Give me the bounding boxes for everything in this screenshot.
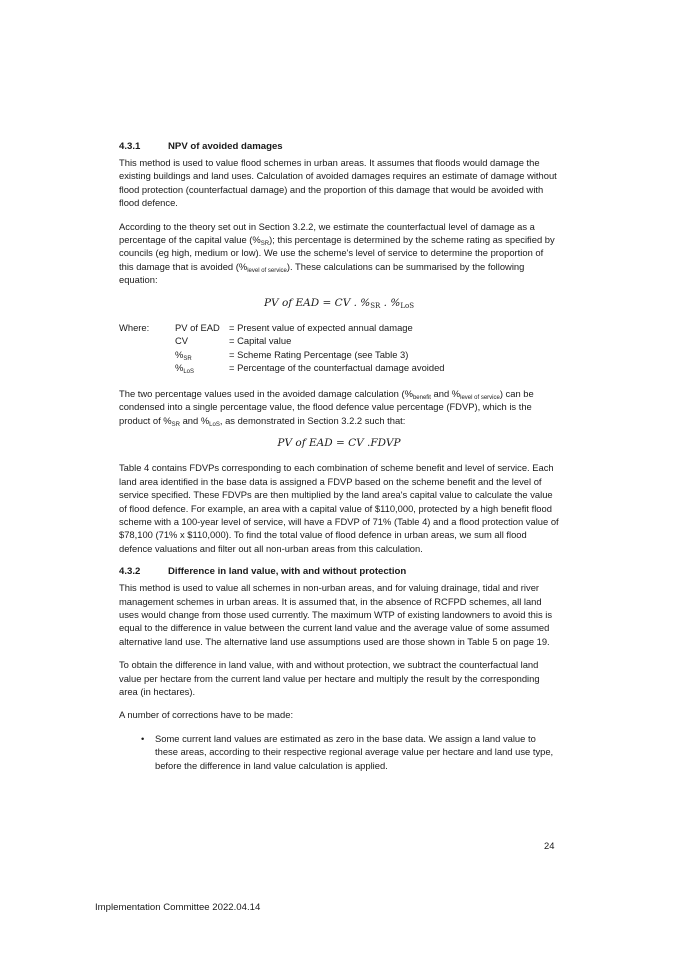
paragraph: Table 4 contains FDVPs corresponding to each combination of scheme benefit and level of service. Each land area identified in the base data is assigned a FDVP based on the scheme benefit and the level of service specified. These FDVPs are then multiplied by the land area's capital value to calculate the value of flood defence. For example, an area with a capital value of $110,000, protected by a high benefit flood scheme with a 100-year level of service, will have a FDVP of 71% (Table 4) and a flood protection value of $78,100 (71% x $110,000). To find the total value of flood defence in urban areas, we sum all flood defence valuations and filter out all non-urban areas from this calculation.: [119, 462, 559, 554]
equation-fdvp: PV of EAD = CV .FDVP: [277, 436, 401, 449]
page-number: 24: [544, 840, 555, 851]
paragraph: A number of corrections have to be made:: [119, 709, 294, 721]
paragraph: According to the theory set out in Section 3.2.2, we estimate the counterfactual level of damage as a percentage of the capital value $(\%_{SR})$; this percentage is determined by the scheme rating as specified by councils (eg high, medium or low). We use the scheme's level of service to determine the proportion of this damage that is avoided $(\%_{level of service})$. These calculations can be summarised by the following equation:: [119, 220, 555, 286]
list-item: • Some current land values are estimated as zero in the base data. We assign a land value to these areas, according to their respective regional average value per hectare and land use type, before the difference in land value calculation is applied.: [141, 732, 559, 772]
where-definition: = Scheme Rating Percentage (see Table 3): [229, 348, 409, 360]
where-symbol: $\%_{LoS}$: [175, 362, 195, 376]
where-label: Where:: [119, 322, 150, 334]
where-symbol: PV of EAD: [175, 322, 220, 334]
section-heading-4-3-2: [119, 565, 559, 578]
section-number: 4.3.2: [119, 566, 141, 578]
where-definition: = Percentage of the counterfactual damage avoided: [229, 362, 445, 374]
paragraph: This method is used to value flood schemes in urban areas. It assumes that floods would damage the existing buildings and land uses. Calculation of avoided damages requires an estimate of damage without flood protection (counterfactual damage) and the proportion of this damage that would be avoided with flood defence.: [119, 157, 557, 209]
section-number: 4.3.1: [119, 141, 141, 152]
where-definition: = Capital value: [229, 335, 292, 347]
where-symbol: $\%_{SR}$: [175, 348, 192, 362]
paragraph: This method is used to value all schemes in non-urban areas, and for valuing drainage, tidal and river management schemes in urban areas. It is assumed that, in the absence of RCFPD schemes, all land uses would change from those used currently. The maximum WTP of existing landowners to avoid this is equal to the difference in value between the current land value and the average value of some assumed alternative land use. The alternative land use assumptions used are those shown in Table 5 on page 19.: [119, 582, 553, 647]
where-definition: = Present value of expected annual damage: [229, 322, 413, 334]
page-content: [119, 140, 559, 772]
section-title: NPV of avoided damages: [168, 141, 283, 152]
paragraph: The two percentage values used in the avoided damage calculation ($\%_{benefit}$ and $\%_{level of service}$) can be condensed into a single percentage value, the flood defence value percentage (FDVP), which is the product of $\%_{SR}$ and $\%_{LoS}$, as demonstrated in Section 3.2.2 such that:: [119, 387, 534, 428]
corrections-list: [119, 732, 559, 772]
section-heading-4-3-1: [119, 140, 559, 153]
footer-text: Implementation Committee 2022.04.14: [95, 902, 261, 913]
section-title: Difference in land value, with and without protection: [168, 566, 407, 578]
paragraph: To obtain the difference in land value, with and without protection, we subtract the counterfactual land value per hectare from the current land value per hectare and multiply the result by the corresponding area (in hectares).: [119, 659, 540, 697]
where-definitions: [119, 321, 445, 375]
where-symbol: CV: [175, 335, 189, 347]
equation-pv-ead: PV of EAD = CV . $\%_{SR}$ . $\%_{LoS}$: [263, 296, 415, 310]
